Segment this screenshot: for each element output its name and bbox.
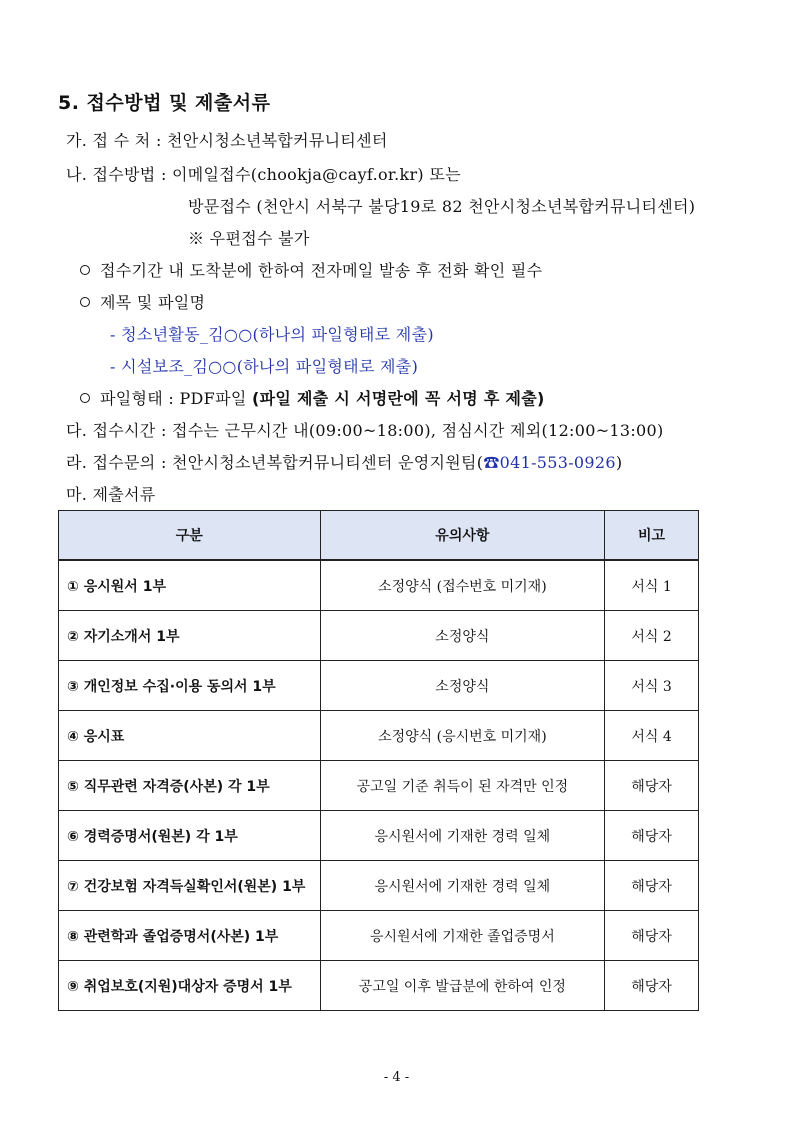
inquiry-line [66, 450, 622, 473]
receipt-method-visit: 방문접수 (천안시 서북구 불당19로 82 천안시청소년복합커뮤니티센터) [188, 197, 696, 216]
receipt-method-note: ※ 우편접수 불가 [188, 229, 310, 248]
circle-bullet-icon [80, 297, 90, 307]
documents-table [58, 510, 699, 1011]
doc-note: 공고일 이후 발급분에 한하여 인정 [320, 961, 605, 1011]
doc-remark: 해당자 [605, 961, 699, 1011]
bullet-title-filename-text: 제목 및 파일명 [100, 293, 206, 312]
doc-remark: 해당자 [605, 911, 699, 961]
doc-note: 응시원서에 기재한 경력 일체 [320, 811, 605, 861]
bullet-title-filename [80, 290, 205, 313]
documents-label: 마. 제출서류 [66, 485, 156, 504]
header-category: 구분 [59, 511, 321, 561]
doc-remark: 서식 2 [605, 611, 699, 661]
doc-note: 소정양식 [320, 611, 605, 661]
bullet-file-format [80, 386, 545, 409]
table-row [59, 611, 699, 661]
circle-bullet-icon [80, 393, 90, 403]
filename-example-youth: - 청소년활동_김○○(하나의 파일형태로 제출) [110, 325, 434, 344]
inquiry-label: 라. 접수문의 : [66, 453, 167, 472]
table-row [59, 661, 699, 711]
receipt-method-line [66, 162, 461, 185]
table-row [59, 861, 699, 911]
table-row [59, 961, 699, 1011]
doc-name: ③ 개인정보 수집·이용 동의서 1부 [59, 661, 321, 711]
filename-example-facility: - 시설보조_김○○(하나의 파일형태로 제출) [110, 357, 419, 376]
receipt-place-label: 가. 접 수 처 : [66, 131, 162, 150]
doc-remark: 해당자 [605, 811, 699, 861]
table-row [59, 911, 699, 961]
inquiry-phone: ☎041-553-0926 [483, 453, 616, 472]
header-remarks: 비고 [605, 511, 699, 561]
doc-name: ② 자기소개서 1부 [59, 611, 321, 661]
doc-name: ⑥ 경력증명서(원본) 각 1부 [59, 811, 321, 861]
doc-note: 소정양식 (접수번호 미기재) [320, 560, 605, 611]
doc-name: ⑧ 관련학과 졸업증명서(사본) 1부 [59, 911, 321, 961]
receipt-time-value: 접수는 근무시간 내(09:00~18:00), 점심시간 제외(12:00~13:00) [172, 421, 664, 440]
doc-remark: 해당자 [605, 761, 699, 811]
table-header-row [59, 511, 699, 561]
doc-name: ④ 응시표 [59, 711, 321, 761]
doc-remark: 서식 4 [605, 711, 699, 761]
section-heading: 5. 접수방법 및 제출서류 [58, 92, 271, 114]
doc-note: 응시원서에 기재한 졸업증명서 [320, 911, 605, 961]
table-row [59, 811, 699, 861]
table-row [59, 560, 699, 611]
file-format-bold-note: (파일 제출 시 서명란에 꼭 서명 후 제출) [251, 389, 545, 408]
doc-remark: 해당자 [605, 861, 699, 911]
receipt-place-value: 천안시청소년복합커뮤니티센터 [167, 131, 388, 150]
receipt-time-line [66, 418, 664, 441]
doc-note: 소정양식 (응시번호 미기재) [320, 711, 605, 761]
doc-name: ⑦ 건강보험 자격득실확인서(원본) 1부 [59, 861, 321, 911]
doc-note: 소정양식 [320, 661, 605, 711]
doc-note: 공고일 기준 취득이 된 자격만 인정 [320, 761, 605, 811]
doc-note: 응시원서에 기재한 경력 일체 [320, 861, 605, 911]
inquiry-value: 천안시청소년복합커뮤니티센터 운영지원팀( [172, 453, 484, 472]
bullet-receipt-period-text: 접수기간 내 도착분에 한하여 전자메일 발송 후 전화 확인 필수 [100, 261, 543, 280]
circle-bullet-icon [80, 265, 90, 275]
receipt-place-line [66, 128, 388, 151]
page-number: - 4 - [383, 1070, 410, 1085]
doc-name: ⑨ 취업보호(지원)대상자 증명서 1부 [59, 961, 321, 1011]
table-row [59, 711, 699, 761]
bullet-receipt-period [80, 258, 542, 281]
receipt-time-label: 다. 접수시간 : [66, 421, 167, 440]
receipt-method-email: 이메일접수(chookja@cayf.or.kr) 또는 [172, 165, 461, 184]
doc-remark: 서식 1 [605, 560, 699, 611]
doc-name: ① 응시원서 1부 [59, 560, 321, 611]
receipt-method-label: 나. 접수방법 : [66, 165, 167, 184]
doc-name: ⑤ 직무관련 자격증(사본) 각 1부 [59, 761, 321, 811]
header-notes: 유의사항 [320, 511, 605, 561]
table-row [59, 761, 699, 811]
file-format-text: 파일형태 : PDF파일 [100, 389, 252, 408]
doc-remark: 서식 3 [605, 661, 699, 711]
inquiry-close: ) [615, 453, 623, 472]
